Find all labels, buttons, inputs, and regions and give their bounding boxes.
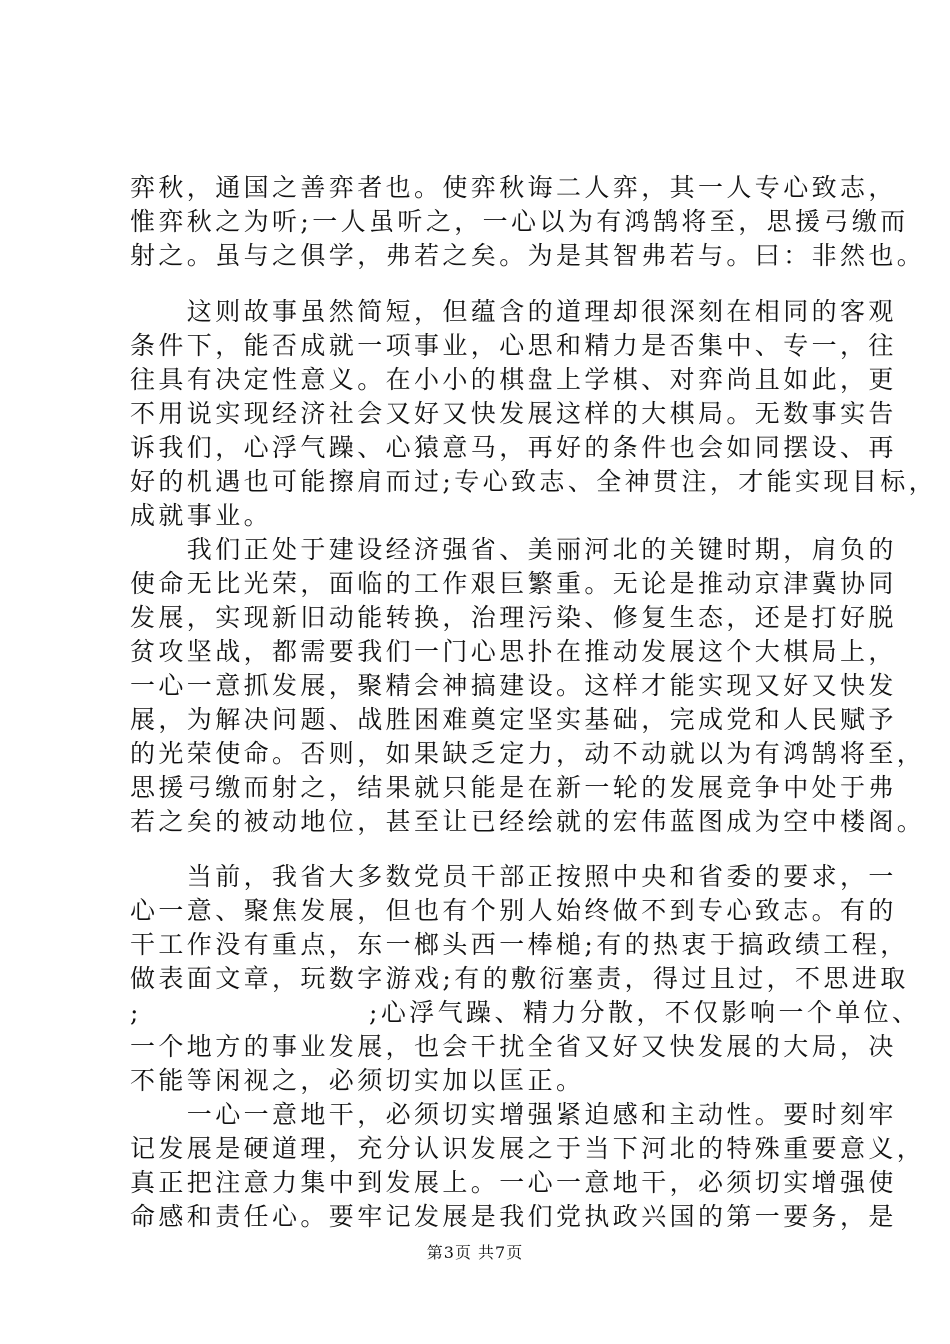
text-line: 条件下，能否成就一项事业，心思和精力是否集中、专一，往 bbox=[130, 331, 897, 360]
page-number: 第3页 共7页 bbox=[426, 1243, 524, 1262]
text-line: 命感和责任心。要牢记发展是我们党执政兴国的第一要务，是 bbox=[130, 1202, 897, 1231]
text-line: 若之矣的被动地位，甚至让已经绘就的宏伟蓝图成为空中楼阁。 bbox=[130, 807, 926, 836]
text-line: ; ;心浮气躁、精力分散，不仅影响一个单位、 bbox=[130, 998, 921, 1027]
text-line: 弈秋，通国之善弈者也。使弈秋诲二人弈，其一人专心致志， bbox=[130, 173, 897, 202]
text-line: 的光荣使命。否则，如果缺乏定力，动不动就以为有鸿鹄将至， bbox=[130, 739, 926, 768]
text-line: 往具有决定性意义。在小小的棋盘上学棋、对弈尚且如此，更 bbox=[130, 365, 897, 394]
text-line: 展，为解决问题、战胜困难奠定坚实基础，完成党和人民赋予 bbox=[130, 705, 897, 734]
text-line: 一心一意地干，必须切实增强紧迫感和主动性。要时刻牢 bbox=[130, 1100, 897, 1129]
text-line: 记发展是硬道理，充分认识发展之于当下河北的特殊重要意义， bbox=[130, 1134, 926, 1163]
text-line: 一个地方的事业发展，也会干扰全省又好又快发展的大局，决 bbox=[130, 1032, 897, 1061]
text-line: 心一意、聚焦发展，但也有个别人始终做不到专心致志。有的 bbox=[130, 896, 897, 925]
text-line: 真正把注意力集中到发展上。一心一意地干，必须切实增强使 bbox=[130, 1168, 897, 1197]
text-line: 这则故事虽然简短，但蕴含的道理却很深刻在相同的客观 bbox=[130, 297, 897, 326]
text-line: 我们正处于建设经济强省、美丽河北的关键时期，肩负的 bbox=[130, 535, 897, 564]
text-line: 发展，实现新旧动能转换，治理污染、修复生态，还是打好脱 bbox=[130, 603, 897, 632]
text-line: 诉我们，心浮气躁、心猿意马，再好的条件也会如同摆设、再 bbox=[130, 433, 897, 462]
text-line: 思援弓缴而射之，结果就只能是在新一轮的发展竞争中处于弗 bbox=[130, 773, 897, 802]
text-line: 一心一意抓发展，聚精会神搞建设。这样才能实现又好又快发 bbox=[130, 671, 897, 700]
text-line: 成就事业。 bbox=[130, 501, 273, 530]
text-line: 不用说实现经济社会又好又快发展这样的大棋局。无数事实告 bbox=[130, 399, 897, 428]
text-line: 使命无比光荣，面临的工作艰巨繁重。无论是推动京津冀协同 bbox=[130, 569, 897, 598]
text-line: 惟弈秋之为听;一人虽听之，一心以为有鸿鹄将至，思援弓缴而 bbox=[130, 207, 909, 236]
text-line: 做表面文章，玩数字游戏;有的敷衍塞责，得过且过，不思进取 bbox=[130, 964, 909, 993]
text-line: 干工作没有重点，东一榔头西一棒槌;有的热衷于搞政绩工程， bbox=[130, 930, 909, 959]
text-line: 当前，我省大多数党员干部正按照中央和省委的要求，一 bbox=[130, 862, 897, 891]
text-line: 好的机遇也可能擦肩而过;专心致志、全神贯注，才能实现目标， bbox=[130, 467, 938, 496]
text-line: 不能等闲视之，必须切实加以匡正。 bbox=[130, 1066, 585, 1095]
text-line: 射之。虽与之俱学，弗若之矣。为是其智弗若与。曰：非然也。 bbox=[130, 241, 926, 270]
text-line: 贫攻坚战，都需要我们一门心思扑在推动发展这个大棋局上， bbox=[130, 637, 897, 666]
